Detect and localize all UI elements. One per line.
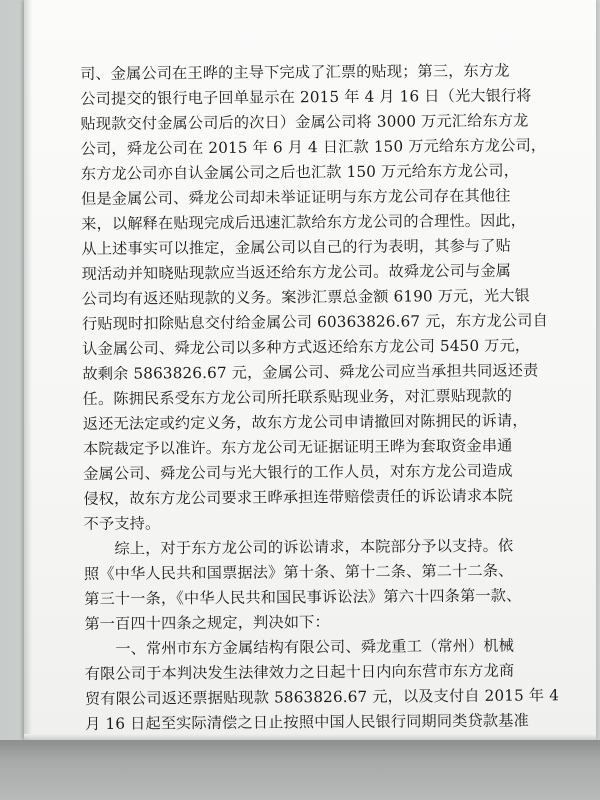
text-line: 故剩余 5863826.67 元，金属公司、舜龙公司应当承担共同返还责 [82, 361, 539, 383]
text-line: 从上述事实可以推定，金属公司以自己的行为表明，其参与了贴 [81, 236, 511, 258]
text-line: 有限公司于本判决发生法律效力之日起十日内向东营市东方龙商 [84, 661, 515, 683]
text-line: 来，以解释在贴现完成后迅速汇款给东方龙公司的合理性。因此， [81, 211, 527, 233]
text-line: 月 16 日起至实际清偿之日止按照中国人民银行同期同类贷款基准 [85, 711, 529, 733]
text-line: 行贴现时扣除贴息交付给金属公司 60363826.67 元，东方龙公司自 [81, 311, 548, 333]
judgment-text [80, 58, 585, 762]
text-line: 但是金属公司、舜龙公司却未举证证明与东方龙公司存在其他往 [81, 186, 511, 208]
text-line: 第三十一条，《中华人民共和国民事诉讼法》第六十四条第一款、 [84, 586, 522, 608]
page-edge-shadow [24, 0, 32, 740]
text-line: 任。陈拥民系受东方龙公司所托联系贴现业务，对汇票贴现款的 [82, 386, 513, 408]
text-line: 返还无法定或约定义务，故东方龙公司申请撤回对陈拥民的诉请， [82, 411, 528, 433]
text-line: 金属公司、舜龙公司与光大银行的工作人员，对东方龙公司造成 [83, 461, 513, 483]
desk-surface [0, 740, 600, 800]
text-line: 第一百四十四条之规定，判决如下： [84, 613, 330, 633]
text-line: 公司，舜龙公司在 2015 年 6 月 4 日汇款 150 万元给东方龙公司， [80, 136, 547, 158]
text-line: 本院裁定予以准许。东方龙公司无证据证明王晔为套取资金串通 [82, 436, 513, 458]
text-line: 一、常州市东方金属结构有限公司、舜龙重工（常州）机械 [84, 636, 515, 658]
text-line: 不予支持。 [83, 514, 161, 533]
text-line: 公司均有返还贴现款的义务。案涉汇票总金额 6190 万元，光大银 [81, 286, 530, 308]
text-line: 贸有限公司返还票据贴现款 5863826.67 元，以及支付自 2015 年 4 [84, 686, 560, 708]
text-line: 侵权，故东方龙公司要求王晔承担连带赔偿责任的诉讼请求本院 [83, 486, 513, 508]
text-line: 认金属公司、舜龙公司以多种方式返还给东方龙公司 5450 万元， [82, 336, 531, 358]
text-line: 贴现款交付金属公司后的次日）金属公司将 3000 万元汇给东方龙 [80, 111, 529, 133]
text-line: 司、金属公司在王晔的主导下完成了汇票的贴现；第三，东方龙 [80, 61, 510, 83]
document-page [24, 0, 596, 740]
text-line: 综上，对于东方龙公司的诉讼请求，本院部分予以支持。依 [83, 536, 514, 558]
text-line: 公司提交的银行电子回单显示在 2015 年 4 月 16 日（光大银行将 [80, 86, 532, 108]
text-line: 现活动并知晓贴现款应当返还给东方龙公司。故舜龙公司与金属 [81, 261, 512, 283]
text-line: 照《中华人民共和国票据法》第十条、第十二条、第二十二条、 [83, 561, 514, 583]
text-line: 东方龙公司亦自认金属公司之后也汇款 150 万元给东方龙公司， [80, 161, 520, 183]
